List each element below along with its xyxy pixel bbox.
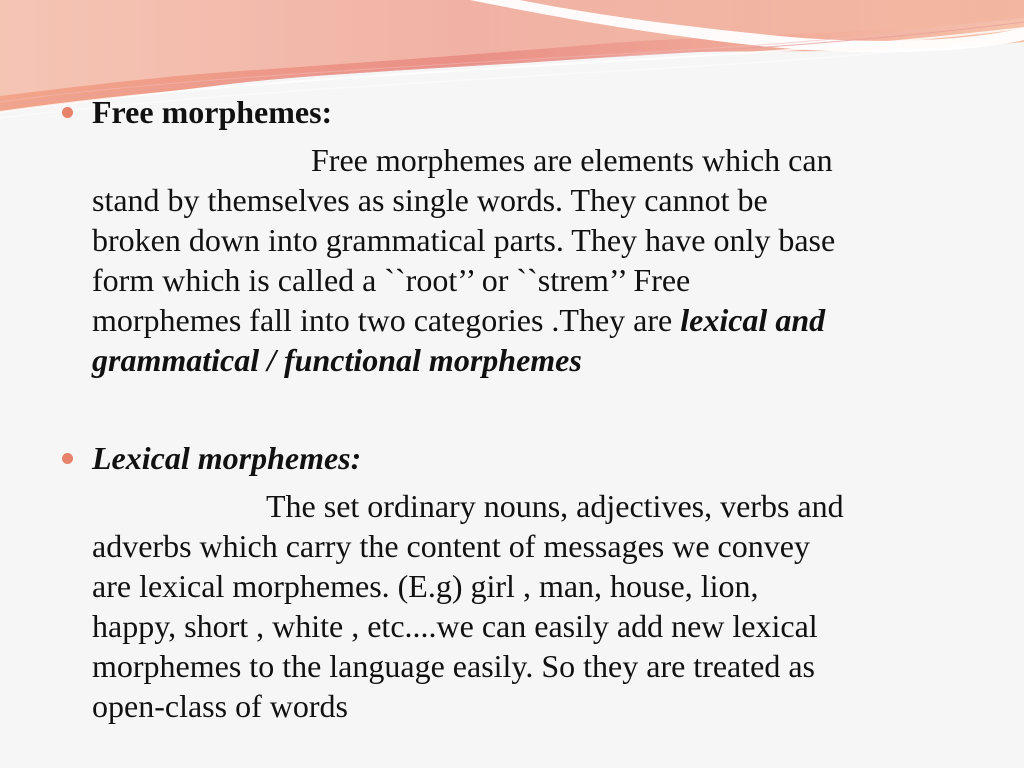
section-free-morphemes-heading-row [62,92,332,132]
paragraph-text: morphemes fall into two categories .They are [92,302,681,338]
paragraph-line: stand by themselves as single words. They cannot be [92,182,768,218]
section-free-morphemes-paragraph [92,140,972,380]
section-heading: Free morphemes: [92,94,333,130]
section-heading: Lexical morphemes: [92,440,362,476]
emphasized-text: lexical and [680,302,826,338]
paragraph-line: broken down into grammatical parts. They have only base [92,222,836,258]
paragraph-line: Free morphemes are elements which can [311,142,833,178]
paragraph-line: adverbs which carry the content of messages we convey [92,528,810,564]
emphasized-text: grammatical / functional morphemes [92,342,582,378]
section-lexical-morphemes-heading-row [62,438,361,478]
paragraph-line [92,300,972,340]
bullet-icon [62,107,73,118]
section-lexical-morphemes-paragraph [92,486,972,726]
paragraph-line: are lexical morphemes. (E.g) girl , man, house, lion, [92,568,759,604]
paragraph-line: form which is called a ``root’’ or ``strem’’ Free [92,262,691,298]
paragraph-line: The set ordinary nouns, adjectives, verbs and [266,488,844,524]
paragraph-line: morphemes to the language easily. So they are treated as [92,648,815,684]
paragraph-line: happy, short , white , etc....we can easily add new lexical [92,608,818,644]
bullet-icon [62,453,73,464]
paragraph-line: open-class of words [92,688,348,724]
